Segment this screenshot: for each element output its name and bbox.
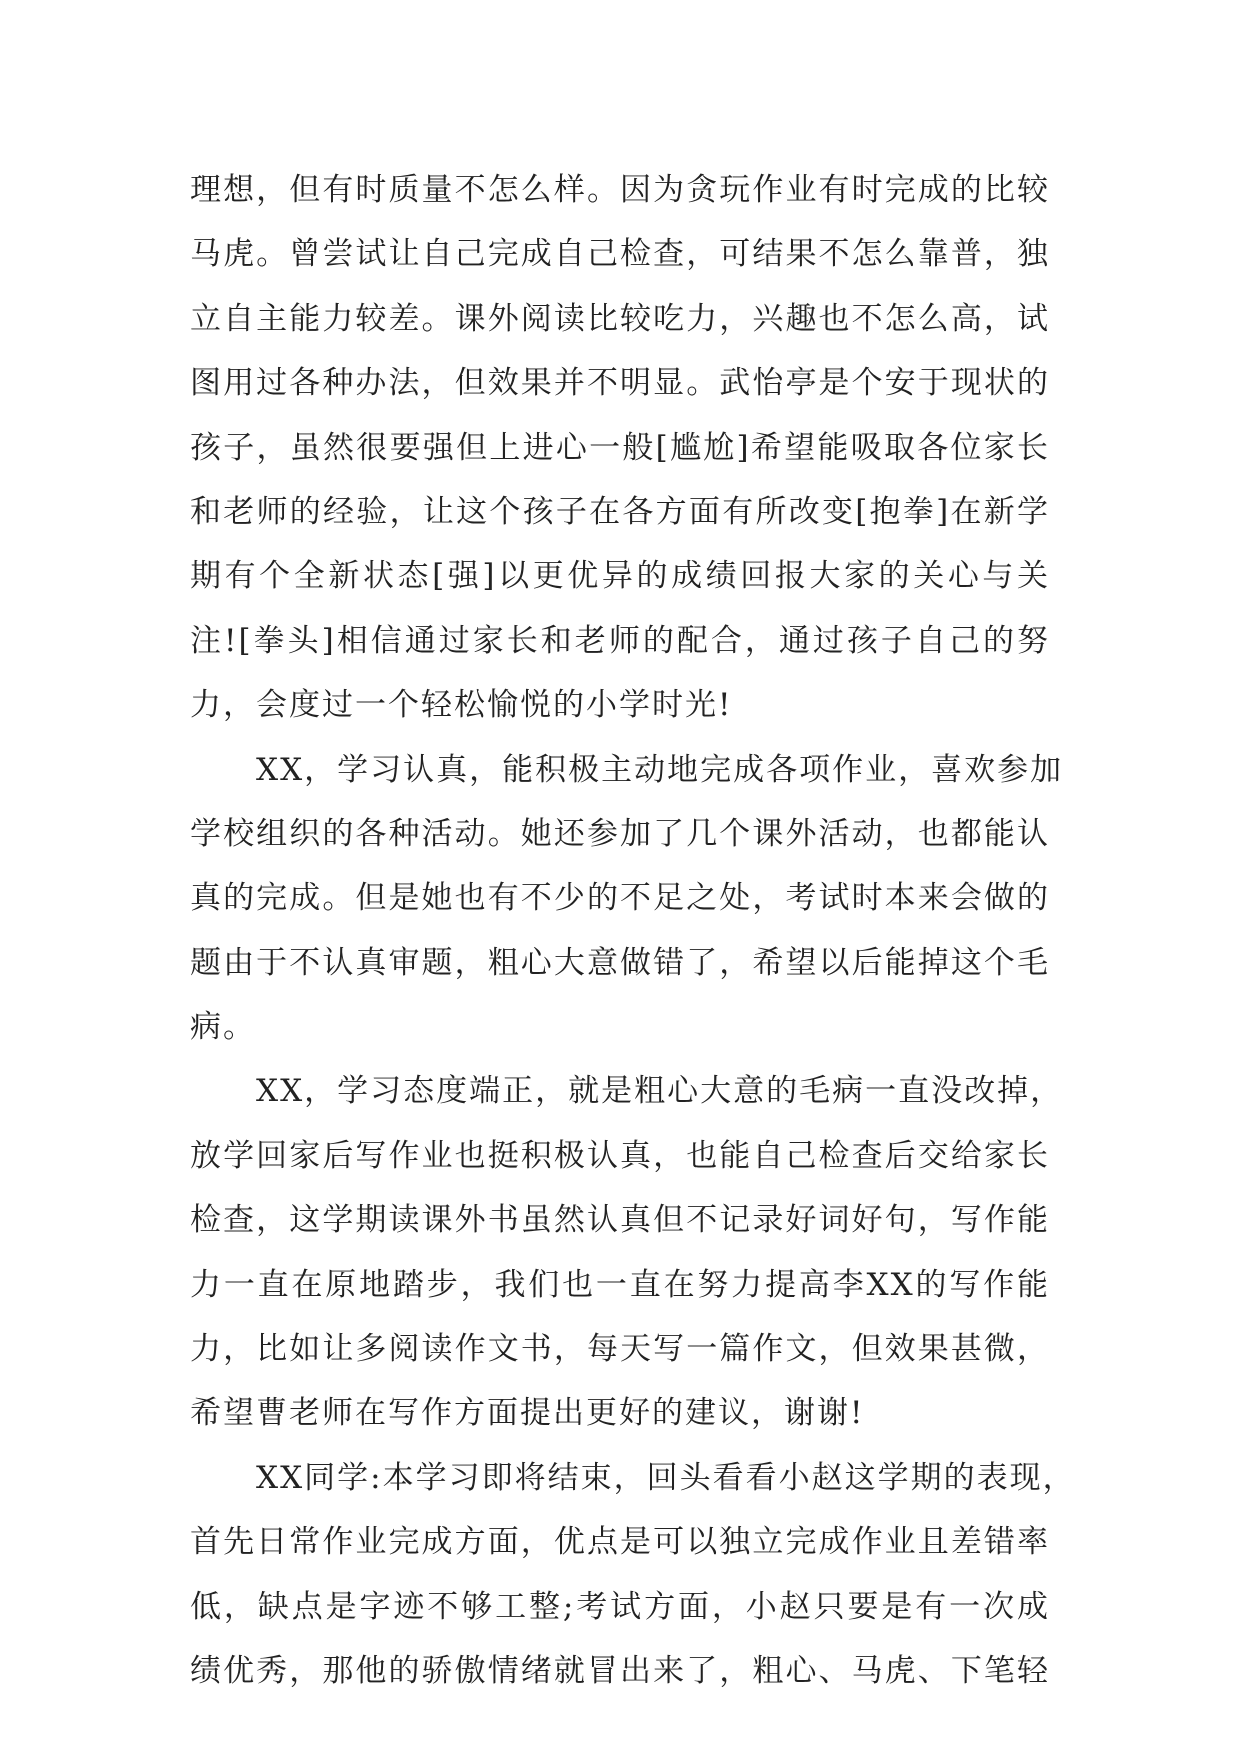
text-line: 绩优秀，那他的骄傲情绪就冒出来了，粗心、马虎、下笔轻: [190, 1652, 1050, 1689]
text-line: 首先日常作业完成方面，优点是可以独立完成作业且差错率: [190, 1524, 1050, 1561]
text-line: 理想，但有时质量不怎么样。因为贪玩作业有时完成的比较: [190, 172, 1050, 208]
text-line: 希望曹老师在写作方面提出更好的建议，谢谢!: [190, 1395, 865, 1432]
text-line: 期有个全新状态[强]以更优异的成绩回报大家的关心与关: [190, 558, 1050, 595]
text-line: 真的完成。但是她也有不少的不足之处，考试时本来会做的: [190, 880, 1050, 917]
text-line: XX同学:本学习即将结束，回头看看小赵这学期的表现，: [190, 1459, 1076, 1496]
text-line: 检查，这学期读课外书虽然认真但不记录好词好句，写作能: [190, 1202, 1050, 1239]
text-line: 放学回家后写作业也挺积极认真，也能自己检查后交给家长: [190, 1137, 1050, 1174]
text-line: 立自主能力较差。课外阅读比较吃力，兴趣也不怎么高，试: [190, 300, 1050, 337]
text-line: XX，学习态度端正，就是粗心大意的毛病一直没改掉，: [190, 1073, 1064, 1110]
text-line: 力一直在原地踏步，我们也一直在努力提高李XX的写作能: [190, 1266, 1050, 1303]
text-line: 和老师的经验，让这个孩子在各方面有所改变[抱拳]在新学: [190, 493, 1050, 530]
text-line: 病。: [190, 1009, 256, 1046]
text-line: 马虎。曾尝试让自己完成自己检查，可结果不怎么靠普，独: [190, 236, 1050, 273]
text-line: 注![拳头]相信通过家长和老师的配合，通过孩子自己的努: [190, 622, 1050, 659]
document-body: [190, 158, 1076, 1703]
text-line: 题由于不认真审题，粗心大意做错了，希望以后能掉这个毛: [190, 944, 1050, 981]
text-line: 孩子，虽然很要强但上进心一般[尴尬]希望能吸取各位家长: [190, 429, 1050, 466]
text-line: 学校组织的各种活动。她还参加了几个课外活动，也都能认: [190, 815, 1050, 852]
text-line: XX，学习认真，能积极主动地完成各项作业，喜欢参加: [190, 751, 1064, 788]
text-line: 力，比如让多阅读作文书，每天写一篇作文，但效果甚微，: [190, 1331, 1050, 1368]
text-line: 低，缺点是字迹不够工整;考试方面，小赵只要是有一次成: [190, 1588, 1050, 1625]
text-line: 力，会度过一个轻松愉悦的小学时光!: [190, 687, 733, 724]
text-line: 图用过各种办法，但效果并不明显。武怡亭是个安于现状的: [190, 365, 1050, 402]
